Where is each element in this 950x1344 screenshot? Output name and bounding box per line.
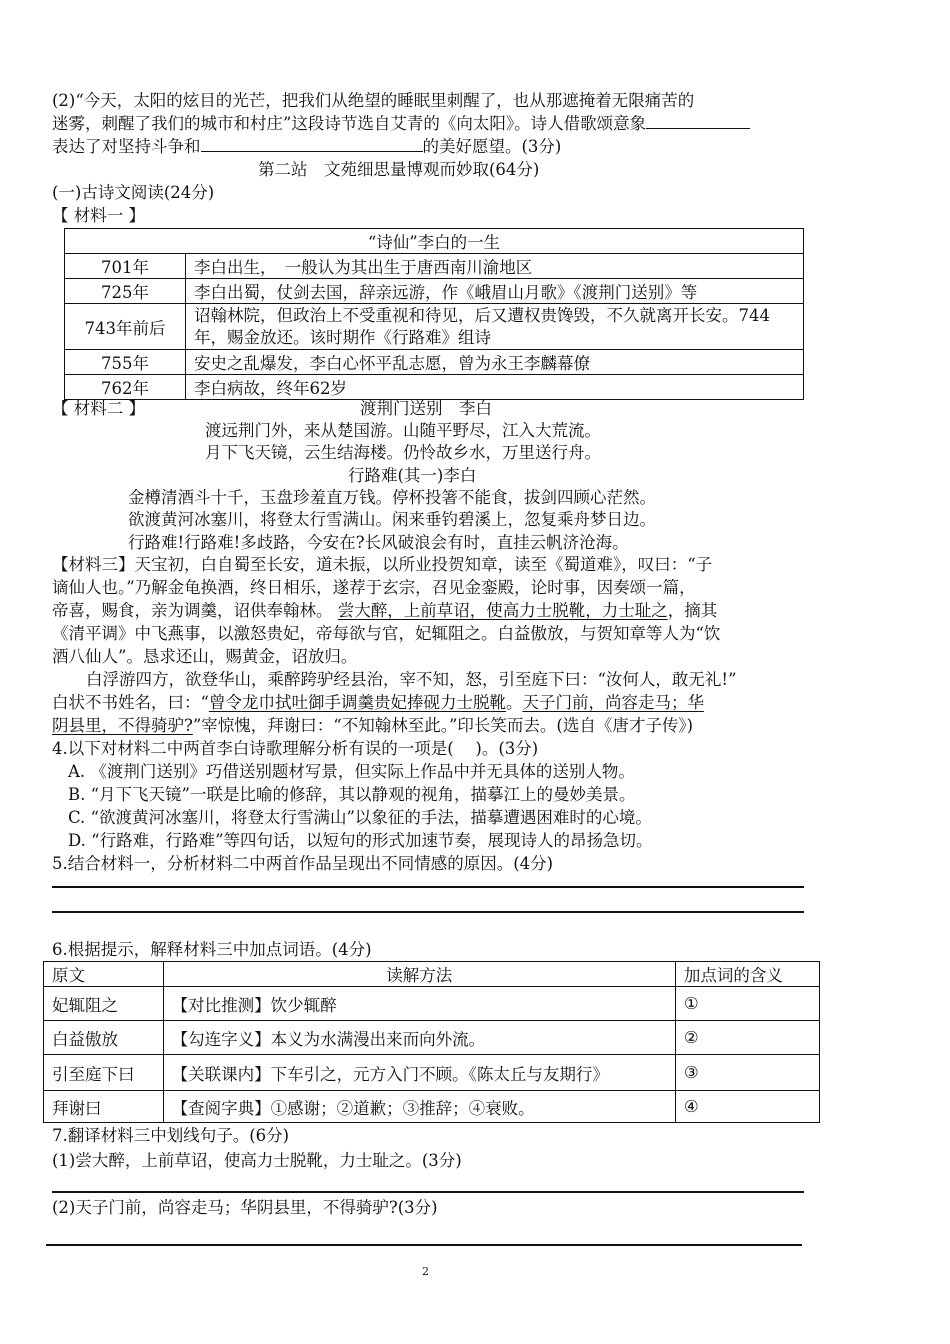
table-row (44, 987, 820, 1021)
underlined-text: 曾令龙巾拭吐御手调羹贵妃捧砚力士脱靴 (208, 693, 506, 712)
answer-line[interactable] (52, 1191, 804, 1193)
material3-text: ，摘其 (667, 601, 718, 620)
year-cell: 725年 (65, 279, 186, 304)
meaning-answer-cell[interactable]: ① (675, 987, 819, 1021)
underlined-sentence-1: 尝大醉，上前草诏，使高力士脱靴，力士耻之 (337, 601, 668, 620)
event-cell: 李白病故，终年62岁 (186, 375, 804, 400)
material1-label: 【 材料一 】 (52, 206, 145, 225)
q2-line2-text: 迷雾，刺醒了我们的城市和村庄”这段诗节选自艾青的《向太阳》。诗人借歌颂意象 (52, 114, 647, 133)
material2-label: 【 材料二 】 (52, 399, 145, 418)
material3-text: 白状不书姓名，曰：“ (52, 693, 209, 712)
table-row (65, 375, 804, 400)
q2-line3 (52, 135, 561, 158)
original-cell: 白益傲放 (44, 1021, 164, 1055)
material3-line: 酒八仙人”。恳求还山，赐黄金，诏放归。 (52, 647, 358, 666)
meaning-answer-cell[interactable]: ③ (675, 1055, 819, 1091)
original-cell: 拜谢曰 (44, 1091, 164, 1123)
method-cell: 【勾连字义】本义为水满漫出来而向外流。 (163, 1021, 675, 1055)
q5-stem: 5.结合材料一，分析材料二中两首作品呈现出不同情感的原因。(4分) (52, 854, 554, 873)
material3-text: 帝喜，赐食，亲为调羹，诏供奉翰林。 (52, 601, 338, 620)
table-row (65, 304, 804, 350)
material3-line: 【材料三】天宝初，白自蜀至长安，道未振，以所业投贺知章，读至《蜀道难》，叹曰：“子 (52, 555, 713, 574)
original-cell: 妃辄阻之 (44, 987, 164, 1021)
q4-option-c[interactable]: C. “欲渡黄河冰塞川，将登太行雪满山”以象征的手法，描摹遭遇困难时的心境。 (68, 808, 652, 827)
table-row (65, 254, 804, 279)
table-row (44, 1055, 820, 1091)
poem1-title: 渡荆门送别 李白 (360, 399, 492, 418)
q4-option-b[interactable]: B. “月下飞天镜”一联是比喻的修辞，其以静观的视角，描摹江上的曼妙美景。 (68, 785, 636, 804)
event-cell: 李白出蜀，仗剑去国，辞亲远游，作《峨眉山月歌》《渡荆门送别》等 (186, 279, 804, 304)
material3-line: 谪仙人也。”乃解金龟换酒，终日相乐，遂荐于玄宗，召见金銮殿，论时事，因奏颂一篇， (52, 578, 696, 597)
event-cell: 诏翰林院，但政治上不受重视和待见，后又遭权贵馋毁，不久就离开长安。744年，赐金放还。该时期作《行路难》组诗 (186, 304, 804, 350)
method-cell: 【关联课内】下车引之，元方入门不顾。《陈太丘与友期行》 (163, 1055, 675, 1091)
poem2-title: 行路难(其一)李白 (348, 466, 477, 485)
q4-option-d[interactable]: D. “行路难，行路难”等四句话，以短句的形式加速节奏，展现诗人的昂扬急切。 (68, 831, 653, 850)
poem1-line: 月下飞天镜，云生结海楼。仍怜故乡水，万里送行舟。 (205, 443, 601, 462)
material3-line (52, 691, 704, 714)
underlined-sentence-2: 天子门前，尚容走马；华 (522, 693, 704, 712)
material3-line: 《清平调》中飞燕事，以激怒贵妃，帝每欲与官，妃辄阻之。白益傲放，与贺知章等人为“饮 (52, 624, 721, 643)
libai-life-table (64, 228, 804, 400)
underlined-sentence-2-end: 阴县里，不得骑驴? (52, 716, 193, 735)
poem2-line: 金樽清酒斗十千，玉盘珍羞直万钱。停杯投箸不能食，拔剑四顾心茫然。 (128, 488, 656, 507)
q4-option-a[interactable]: A. 《渡荆门送别》巧借送别题材写景，但实际上作品中并无具体的送别人物。 (68, 762, 635, 781)
meaning-answer-cell[interactable]: ④ (675, 1091, 819, 1123)
material3-text: ”宰惊愧，拜谢曰：“不知翰林至此。”印长笑而去。(选自《唐才子传》) (192, 716, 694, 735)
year-cell: 701年 (65, 254, 186, 279)
q7-sentence-1: (1)尝大醉，上前草诏，使高力士脱靴，力士耻之。(3分) (52, 1151, 462, 1170)
year-cell: 755年 (65, 350, 186, 375)
q7-sentence-2: (2)天子门前，尚容走马；华阴县里，不得骑驴?(3分) (52, 1198, 438, 1217)
answer-line[interactable] (46, 1244, 802, 1246)
table-title: “诗仙”李白的一生 (65, 229, 804, 254)
material3-text: 。 (505, 693, 523, 712)
answer-line[interactable] (52, 911, 804, 913)
event-cell: 安史之乱爆发，李白心怀平乱志愿，曾为永王李麟幕僚 (186, 350, 804, 375)
part1-title: (一)古诗文阅读(24分) (52, 183, 215, 202)
meaning-answer-cell[interactable]: ② (675, 1021, 819, 1055)
material3-line: 白浮游四方，欲登华山，乘醉跨驴经县治，宰不知，怒，引至庭下曰：“汝何人，敢无礼!” (86, 670, 737, 689)
table-row (44, 1021, 820, 1055)
method-cell: 【对比推测】饮少辄醉 (163, 987, 675, 1021)
event-cell: 李白出生， 一般认为其出生于唐西南川渝地区 (186, 254, 804, 279)
page-number: 2 (422, 1265, 429, 1278)
q6-stem: 6.根据提示，解释材料三中加点词语。(4分) (52, 940, 372, 959)
year-cell: 743年前后 (65, 304, 186, 350)
q2-line3-prefix: 表达了对坚持斗争和 (52, 137, 201, 156)
section-title: 第二站 文苑细思量博观而妙取(64分) (258, 160, 540, 179)
answer-blank-wish[interactable] (201, 135, 423, 152)
table-row (65, 350, 804, 375)
material3-line (52, 599, 717, 622)
header-meaning: 加点词的含义 (675, 962, 819, 987)
q7-stem: 7.翻译材料三中划线句子。(6分) (52, 1126, 290, 1145)
poem2-line: 行路难!行路难!多歧路，今安在?长风破浪会有时，直挂云帆济沧海。 (128, 533, 629, 552)
header-original: 原文 (44, 962, 164, 987)
answer-line[interactable] (52, 886, 804, 888)
method-cell: 【查阅字典】①感谢；②道歉；③推辞；④衰败。 (163, 1091, 675, 1123)
poem2-line: 欲渡黄河冰塞川，将登太行雪满山。闲来垂钓碧溪上，忽复乘舟梦日边。 (128, 510, 656, 529)
header-method: 读解方法 (163, 962, 675, 987)
material3-line (52, 714, 693, 737)
year-cell: 762年 (65, 375, 186, 400)
table-row (44, 1091, 820, 1123)
table-row (65, 279, 804, 304)
q4-stem: 4.以下对材料二中两首李白诗歌理解分析有误的一项是( )。(3分) (52, 739, 539, 758)
q2-line2 (52, 112, 750, 135)
q2-line3-suffix: 的美好愿望。(3分) (422, 137, 562, 156)
answer-blank-image[interactable] (646, 112, 750, 129)
q6-table (43, 961, 820, 1123)
poem1-line: 渡远荆门外，来从楚国游。山随平野尽，江入大荒流。 (205, 421, 601, 440)
q2-line1: (2)“今天，太阳的炫目的光芒，把我们从绝望的睡眠里刺醒了，也从那遮掩着无限痛苦的 (52, 91, 695, 110)
original-cell: 引至庭下曰 (44, 1055, 164, 1091)
